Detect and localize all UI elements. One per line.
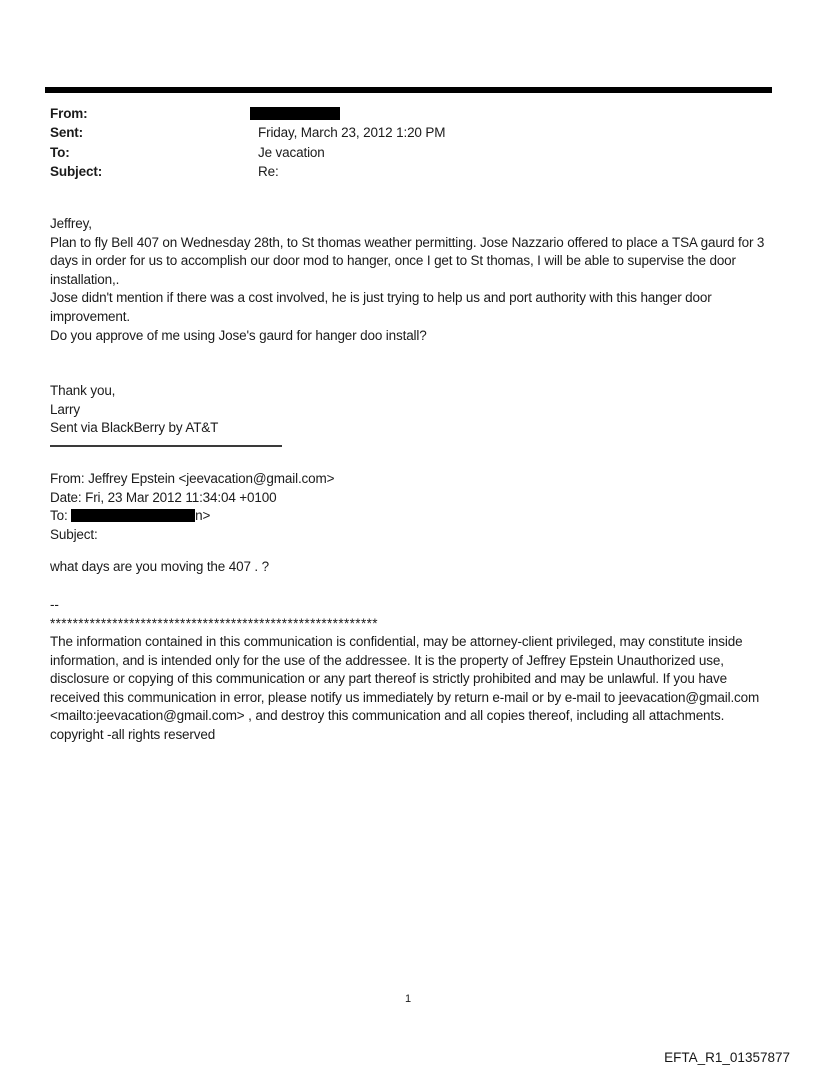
spacer <box>50 345 772 382</box>
body-paragraph-1: Plan to fly Bell 407 on Wednesday 28th, to St thomas weather permitting. Jose Nazzario offered to place a TSA gaurd for 3 days in order for us to accomplish our door mod to hanger, once I get to St thomas, I will be able to supervise the door installation,. <box>50 234 765 287</box>
spacer <box>50 577 772 596</box>
header-label-subject: Subject: <box>50 164 103 180</box>
header-value-sent: Friday, March 23, 2012 1:20 PM <box>258 125 446 141</box>
disclaimer-text: The information contained in this communication is confidential, may be attorney-client privileged, may constitute inside information, and is intended only for the use of the addressee. It is the property of Jeffrey Epstein Unauthorized use, disclosure or copying of this communication or any part thereof is strictly prohibited and may be unlawful. If you have received this communication in error, please notify us immediately by return e-mail or by e-mail to jeevacation@gmail.com <mailto:jeevacation@gmail.com> , and destroy this communication and all copies thereof, including all attachments. copyright -all rights reserved <box>50 634 760 743</box>
header-field-subject <box>50 162 772 181</box>
signature-divider <box>50 445 282 447</box>
quoted-from-line: From: Jeffrey Epstein <jeevacation@gmail.com> <box>50 470 335 486</box>
closing: Thank you, <box>50 383 116 399</box>
body-paragraph-3: Do you approve of me using Jose's gaurd for hanger doo install? <box>50 327 427 343</box>
header-label-sent: Sent: <box>50 125 84 141</box>
quoted-subject-line: Subject: <box>50 526 98 542</box>
signature-name: Larry <box>50 401 81 417</box>
spacer <box>50 544 772 558</box>
bates-number: EFTA_R1_01357877 <box>664 1050 790 1065</box>
header-field-to <box>50 143 772 162</box>
quoted-to-line <box>50 507 772 526</box>
header-divider-rule <box>45 87 772 93</box>
email-body <box>50 215 772 745</box>
quoted-separator: -- <box>50 596 59 612</box>
header-label-from: From: <box>50 106 88 121</box>
redaction-bar-from <box>250 107 340 120</box>
asterisk-line: ********************************************************** <box>50 615 378 631</box>
header-field-sent <box>50 123 772 142</box>
body-paragraph-2: Jose didn't mention if there was a cost involved, he is just trying to help us and port authority with this hanger door improvement. <box>50 290 712 324</box>
page-number: 1 <box>404 993 412 1005</box>
header-field-from <box>50 104 772 123</box>
email-header <box>50 104 772 182</box>
salutation: Jeffrey, <box>50 216 92 231</box>
signature-device: Sent via BlackBerry by AT&T <box>50 420 219 436</box>
header-label-to: To: <box>50 144 70 160</box>
quoted-to-prefix: To: <box>50 508 72 524</box>
quoted-date-line: Date: Fri, 23 Mar 2012 11:34:04 +0100 <box>50 489 277 505</box>
header-value-subject: Re: <box>258 164 279 180</box>
quoted-body-line: what days are you moving the 407 . ? <box>50 559 269 575</box>
header-value-to: Je vacation <box>258 144 325 160</box>
quoted-to-suffix: n> <box>195 508 211 524</box>
header-value-from <box>258 104 772 123</box>
redaction-bar-quoted-to <box>71 509 195 522</box>
